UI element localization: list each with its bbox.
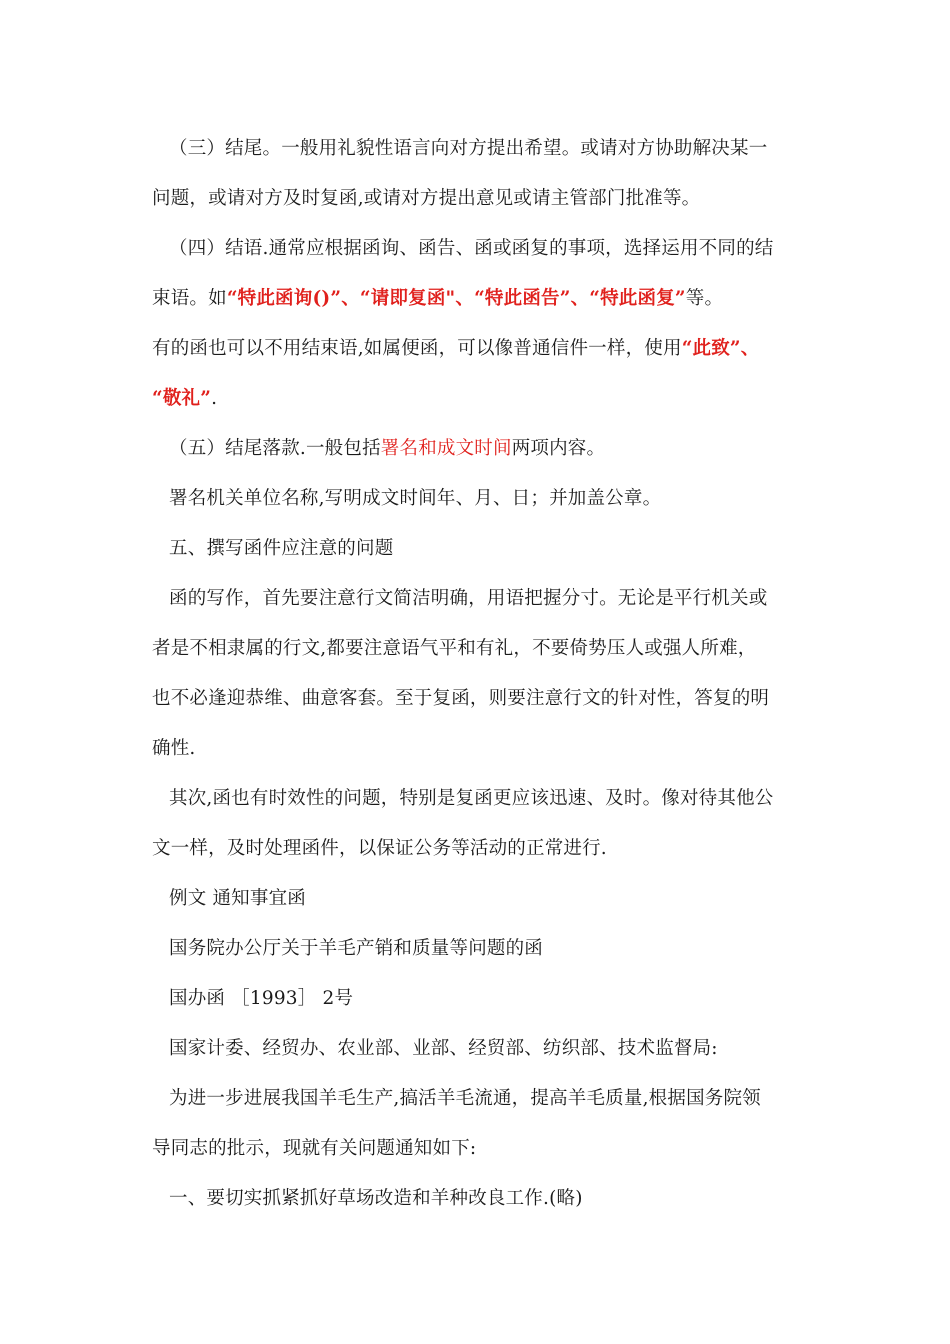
- text-line: [152, 124, 792, 174]
- body-text: 其次,函也有时效性的问题，特别是复函更应该迅速、及时。像对待其他公: [169, 788, 774, 809]
- text-line: [152, 1174, 792, 1224]
- text-line: [152, 724, 792, 774]
- body-text: 为进一步进展我国羊毛生产,搞活羊毛流通，提高羊毛质量,根据国务院领: [169, 1088, 761, 1109]
- highlighted-text: 署名和成文时间: [380, 438, 512, 459]
- body-text: 国办函 ［1993］ 2号: [169, 988, 354, 1009]
- text-line: [152, 874, 792, 924]
- body-text: （四）结语.通常应根据函询、函告、函或函复的事项，选择运用不同的结: [169, 238, 774, 259]
- body-text: 等。: [685, 288, 724, 309]
- text-line: [152, 1024, 792, 1074]
- highlighted-text: “此致”、: [681, 338, 760, 359]
- body-text: （五）结尾落款.一般包括: [169, 438, 381, 459]
- body-text: 确性.: [152, 738, 196, 759]
- text-line: [152, 824, 792, 874]
- body-text: 有的函也可以不用结束语,如属便函，可以像普通信件一样，使用: [152, 338, 682, 359]
- highlighted-text: “敬礼”: [152, 388, 212, 409]
- body-text: 五、撰写函件应注意的问题: [169, 538, 394, 559]
- document-body: [152, 124, 792, 1224]
- text-line: [152, 524, 792, 574]
- body-text: 导同志的批示，现就有关问题通知如下:: [152, 1138, 477, 1159]
- body-text: （三）结尾。一般用礼貌性语言向对方提出希望。或请对方协助解决某一: [169, 138, 768, 159]
- body-text: 国务院办公厅关于羊毛产销和质量等问题的函: [169, 938, 544, 959]
- body-text: 国家计委、经贸办、农业部、业部、经贸部、纺织部、技术监督局:: [169, 1038, 718, 1059]
- text-line: [152, 1124, 792, 1174]
- document-page: [152, 124, 792, 1224]
- body-text: .: [211, 388, 218, 409]
- text-line: [152, 324, 792, 374]
- text-line: [152, 624, 792, 674]
- text-line: [152, 774, 792, 824]
- text-line: [152, 174, 792, 224]
- body-text: 例文 通知事宜函: [169, 888, 306, 909]
- text-line: [152, 574, 792, 624]
- text-line: [152, 674, 792, 724]
- text-line: [152, 374, 792, 424]
- text-line: [152, 1074, 792, 1124]
- text-line: [152, 924, 792, 974]
- body-text: 者是不相隶属的行文,都要注意语气平和有礼，不要倚势压人或强人所难，: [152, 638, 757, 659]
- text-line: [152, 224, 792, 274]
- text-line: [152, 974, 792, 1024]
- body-text: 两项内容。: [511, 438, 606, 459]
- text-line: [152, 424, 792, 474]
- text-line: [152, 474, 792, 524]
- body-text: 问题，或请对方及时复函,或请对方提出意见或请主管部门批准等。: [152, 188, 701, 209]
- body-text: 署名机关单位名称,写明成文时间年、月、日；并加盖公章。: [169, 488, 662, 509]
- body-text: 束语。如: [152, 288, 227, 309]
- text-line: [152, 274, 792, 324]
- body-text: 函的写作，首先要注意行文简洁明确，用语把握分寸。无论是平行机关或: [169, 588, 768, 609]
- highlighted-text: “特此函询()”、“请即复函"、“特此函告”、“特此函复”: [226, 288, 686, 309]
- body-text: 一、要切实抓紧抓好草场改造和羊种改良工作.(略): [169, 1188, 583, 1209]
- body-text: 也不必逢迎恭维、曲意客套。至于复函，则要注意行文的针对性，答复的明: [152, 688, 770, 709]
- body-text: 文一样，及时处理函件，以保证公务等活动的正常进行.: [152, 838, 607, 859]
